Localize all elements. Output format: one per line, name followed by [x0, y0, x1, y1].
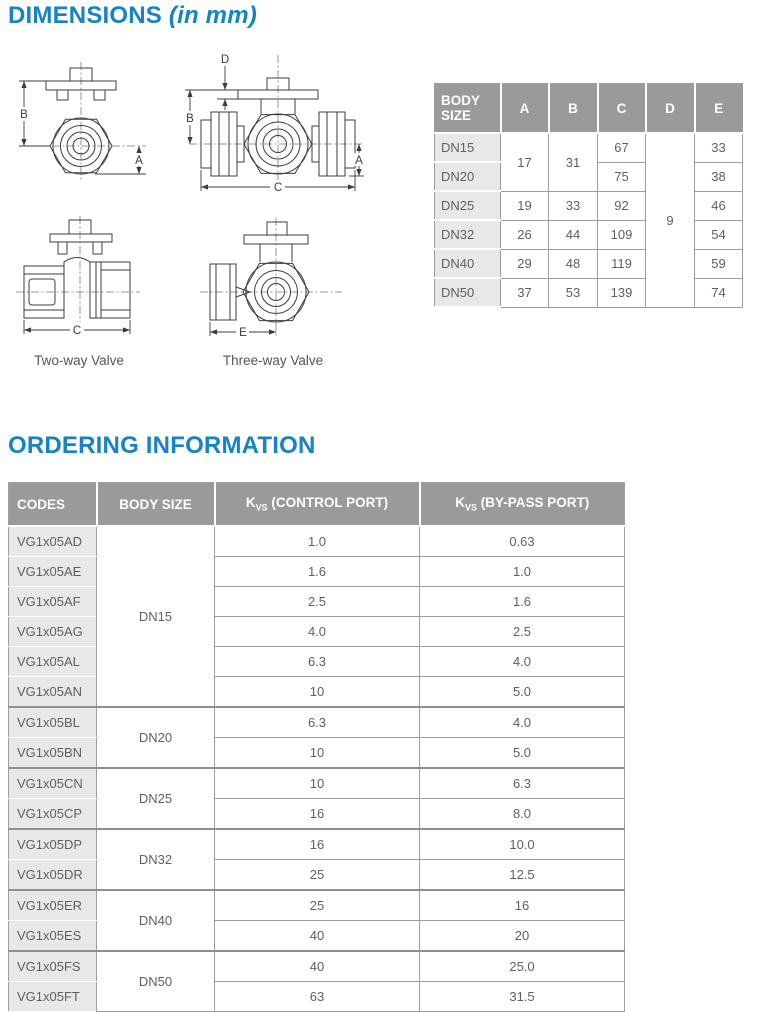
dimensions-table-header: BODY SIZE [435, 84, 501, 134]
dimensions-table-header: E [695, 84, 743, 134]
kvs-bypass-cell: 16 [420, 890, 625, 921]
dim-label-e: E [239, 327, 247, 339]
dimension-value-cell: 46 [695, 191, 743, 220]
table-row [9, 707, 625, 738]
dimension-value-cell: 75 [598, 162, 646, 191]
code-cell: VG1x05AN [9, 677, 97, 708]
table-row [435, 220, 743, 249]
kvs-control-cell: 6.3 [215, 647, 420, 677]
body-size-cell: DN40 [435, 249, 501, 278]
dimension-value-cell: 29 [501, 249, 549, 278]
body-size-cell: DN15 [435, 133, 501, 162]
dimensions-title [8, 2, 257, 30]
code-cell: VG1x05AL [9, 647, 97, 677]
body-size-cell: DN25 [97, 768, 215, 829]
kvs-bypass-cell: 0.63 [420, 526, 625, 557]
kvs-bypass-cell: 2.5 [420, 617, 625, 647]
code-cell: VG1x05AG [9, 617, 97, 647]
ordering-table [8, 482, 625, 1012]
dimension-value-cell: 53 [549, 278, 598, 307]
dimensions-table-header: C [598, 84, 646, 134]
dimension-value-cell: 19 [501, 191, 549, 220]
dim-label-b: B [20, 109, 28, 121]
kvs-bypass-cell: 4.0 [420, 647, 625, 677]
body-size-cell: DN15 [97, 526, 215, 707]
ordering-table-header: BODY SIZE [97, 483, 215, 527]
dimensions-table-head [435, 84, 743, 134]
code-cell: VG1x05BN [9, 738, 97, 769]
body-size-cell: DN50 [435, 278, 501, 307]
dimension-value-cell: 44 [549, 220, 598, 249]
code-cell: VG1x05AF [9, 587, 97, 617]
two-way-valve-front-drawing [15, 60, 150, 185]
dimension-value-cell: 38 [695, 162, 743, 191]
code-cell: VG1x05CP [9, 799, 97, 830]
dimension-value-cell: 17 [501, 133, 549, 191]
kvs-bypass-cell: 1.6 [420, 587, 625, 617]
two-way-valve-side-drawing [14, 216, 144, 338]
kvs-control-cell: 1.6 [215, 557, 420, 587]
ordering-table-header: CODES [9, 483, 97, 527]
body-size-cell: DN20 [435, 162, 501, 191]
kvs-control-cell: 25 [215, 890, 420, 921]
dimensions-table [434, 83, 743, 308]
dimensions-table-body [435, 133, 743, 307]
kvs-control-cell: 16 [215, 829, 420, 860]
kvs-control-cell: 4.0 [215, 617, 420, 647]
kvs-control-cell: 40 [215, 921, 420, 952]
body-size-cell: DN25 [435, 191, 501, 220]
dimension-value-cell: 33 [549, 191, 598, 220]
dimension-value-cell: 54 [695, 220, 743, 249]
code-cell: VG1x05FS [9, 951, 97, 982]
body-size-cell: DN32 [97, 829, 215, 890]
kvs-bypass-cell: 8.0 [420, 799, 625, 830]
kvs-bypass-cell: 4.0 [420, 707, 625, 738]
two-way-valve-caption: Two-way Valve [34, 353, 124, 368]
dim-label-a: A [135, 155, 143, 167]
dimensions-title-suffix: (in mm) [168, 2, 257, 29]
dim-label-c: C [273, 182, 283, 194]
ordering-table-header: $K_{VS}$ (BY-PASS PORT) [420, 483, 625, 527]
code-cell: VG1x05AE [9, 557, 97, 587]
three-way-valve-front-drawing [181, 52, 366, 197]
kvs-control-cell: 10 [215, 677, 420, 708]
kvs-bypass-cell: 31.5 [420, 982, 625, 1012]
dim-label-a2: A [355, 155, 363, 167]
dimension-value-cell: 139 [598, 278, 646, 307]
body-size-cell: DN40 [97, 890, 215, 951]
kvs-control-cell: 2.5 [215, 587, 420, 617]
code-cell: VG1x05AD [9, 526, 97, 557]
dim-label-c2: C [72, 325, 82, 337]
body-size-cell: DN20 [97, 707, 215, 768]
code-cell: VG1x05CN [9, 768, 97, 799]
body-size-cell: DN32 [435, 220, 501, 249]
table-row [9, 890, 625, 921]
body-size-cell: DN50 [97, 951, 215, 1012]
dimensions-table-header: A [501, 84, 549, 134]
kvs-control-cell: 6.3 [215, 707, 420, 738]
dimension-value-cell: 109 [598, 220, 646, 249]
dimensions-table-header: D [646, 84, 695, 134]
table-row [9, 951, 625, 982]
table-row [435, 191, 743, 220]
code-cell: VG1x05DP [9, 829, 97, 860]
dimensions-header-row [435, 84, 743, 134]
code-cell: VG1x05ER [9, 890, 97, 921]
ordering-table-head [9, 483, 625, 527]
table-row [9, 768, 625, 799]
table-row [9, 526, 625, 557]
three-way-valve-caption: Three-way Valve [222, 353, 324, 368]
kvs-bypass-cell: 10.0 [420, 829, 625, 860]
kvs-bypass-cell: 6.3 [420, 768, 625, 799]
kvs-bypass-cell: 5.0 [420, 738, 625, 769]
three-way-valve-side-drawing [198, 216, 348, 344]
table-row [435, 249, 743, 278]
kvs-bypass-cell: 1.0 [420, 557, 625, 587]
dimension-value-cell: 48 [549, 249, 598, 278]
dimension-value-cell: 59 [695, 249, 743, 278]
kvs-control-cell: 10 [215, 738, 420, 769]
kvs-control-cell: 63 [215, 982, 420, 1012]
kvs-control-cell: 40 [215, 951, 420, 982]
ordering-title: ORDERING INFORMATION [8, 432, 316, 459]
kvs-bypass-cell: 12.5 [420, 860, 625, 891]
code-cell: VG1x05ES [9, 921, 97, 952]
kvs-bypass-cell: 5.0 [420, 677, 625, 708]
kvs-control-cell: 16 [215, 799, 420, 830]
ordering-table-body [9, 526, 625, 1012]
dimension-value-cell: 67 [598, 133, 646, 162]
dimensions-title-text: DIMENSIONS [8, 2, 163, 29]
table-row [435, 133, 743, 162]
table-row [435, 278, 743, 307]
kvs-bypass-cell: 20 [420, 921, 625, 952]
kvs-bypass-cell: 25.0 [420, 951, 625, 982]
table-row [9, 829, 625, 860]
kvs-control-cell: 1.0 [215, 526, 420, 557]
dimension-value-cell: 37 [501, 278, 549, 307]
dimension-value-cell: 33 [695, 133, 743, 162]
dimension-value-cell: 31 [549, 133, 598, 191]
dimension-value-cell: 119 [598, 249, 646, 278]
kvs-control-cell: 10 [215, 768, 420, 799]
dimension-value-cell: 92 [598, 191, 646, 220]
dimension-value-cell: 74 [695, 278, 743, 307]
ordering-header-row [9, 483, 625, 527]
code-cell: VG1x05BL [9, 707, 97, 738]
dimension-value-cell: 9 [646, 133, 695, 307]
dimensions-table-header: B [549, 84, 598, 134]
kvs-control-cell: 25 [215, 860, 420, 891]
ordering-table-header: $K_{VS}$ (CONTROL PORT) [215, 483, 420, 527]
code-cell: VG1x05DR [9, 860, 97, 891]
dimension-value-cell: 26 [501, 220, 549, 249]
code-cell: VG1x05FT [9, 982, 97, 1012]
dim-label-d: D [220, 54, 230, 66]
dim-label-b2: B [186, 113, 194, 125]
